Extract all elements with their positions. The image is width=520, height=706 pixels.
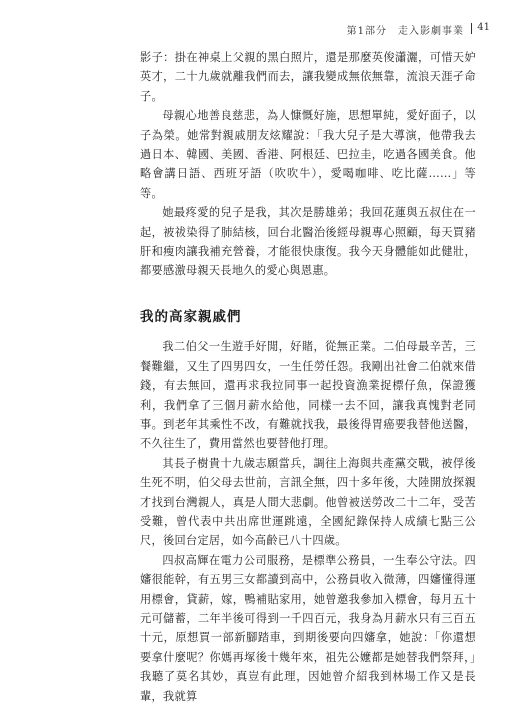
page-body [140, 48, 476, 706]
running-header [0, 22, 490, 38]
paragraph: 四叔高輝在電力公司服務，是標準公務員，一生奉公守法。四嬸很能幹，有五男三女都讀到高中，公務員收入微薄，四嬸懂得運用標會，貸薪，嫁，鴨補貼家用，她曾邀我參加入標會，每月五十元可儲蓄，二年半後可得到一千四百元，我身為月薪水只有三百五十元，原想買一部新腳踏車，到期後要向四嬸拿，她說：「你還想要拿什麼呢？你媽再塚後十幾年來，祖先公嬤都是她替我們祭拜，」我聽了莫名其妙，真豈有此理，因她曾介紹我到林場工作又是長輩，我就算 [140, 553, 476, 703]
paragraph: 我二伯父一生遊手好閒，好賭，從無正業。二伯母最辛苦，三餐難繼，又生了四男四女，一生任勞任怨。我剛出社會二伯就來借錢，有去無回，還再求我拉同事一起投資漁業捉標仔魚，保證獲利，我們拿了三個月薪水給他，同樣一去不回，讓我真愧對老同事。到老年其乘性不改，有難就找我，最後得胃癌要我替他送醫，不久往生了，費用當然也要替他打理。 [140, 340, 476, 451]
paragraph: 她最疼愛的兒子是我，其次是勝雄弟；我回花蓮與五叔住在一起，被祓染得了肺結核，回台北醫治後經母親專心照顧，每天買豬肝和瘦肉讓我補充營養，才能很快康復。我今天身體能如此健壯，都要感激母親天長地久的愛心與恩惠。 [140, 206, 476, 278]
header-divider [471, 23, 472, 34]
paragraph: 其長子樹貴十九歲志願當兵，調往上海與共產黨交戰，被俘後生死不明，伯父母去世前，言訊全無，四十多年後，大陸開放探親才找到台灣親人，真是人間大悲劇。他曾被送勞改二十二年，受苦受難，曾代表中共出席世運跳遠，全國紀錄保持人成績七點三公尺，後回台定居，如今高齡已八十四歲。 [140, 456, 476, 548]
header-section-label: 第1部分 走入影劇事業 [346, 26, 464, 37]
page-number: 41 [477, 22, 490, 33]
paragraph: 母親心地善良慈悲，為人慷慨好施，思想單純，愛好面子，以子為榮。她常對親戚朋友炫耀說：「我大兒子是大導演，他帶我去過日本、韓國、美國、香港、阿根廷、巴拉圭，吃過各國美食。他略會講日語、西班牙語（吹吹牛），愛喝咖啡、吃比薩……」等等。 [140, 109, 476, 200]
section-title: 我的高家親戚們 [140, 308, 242, 325]
paragraph: 影子：掛在神桌上父親的黑白照片，還是那麼英俊瀟灑，可惜天妒英才，二十九歲就離我們而去，讓我變成無依無靠，流浪天涯孑命子。 [140, 51, 476, 103]
